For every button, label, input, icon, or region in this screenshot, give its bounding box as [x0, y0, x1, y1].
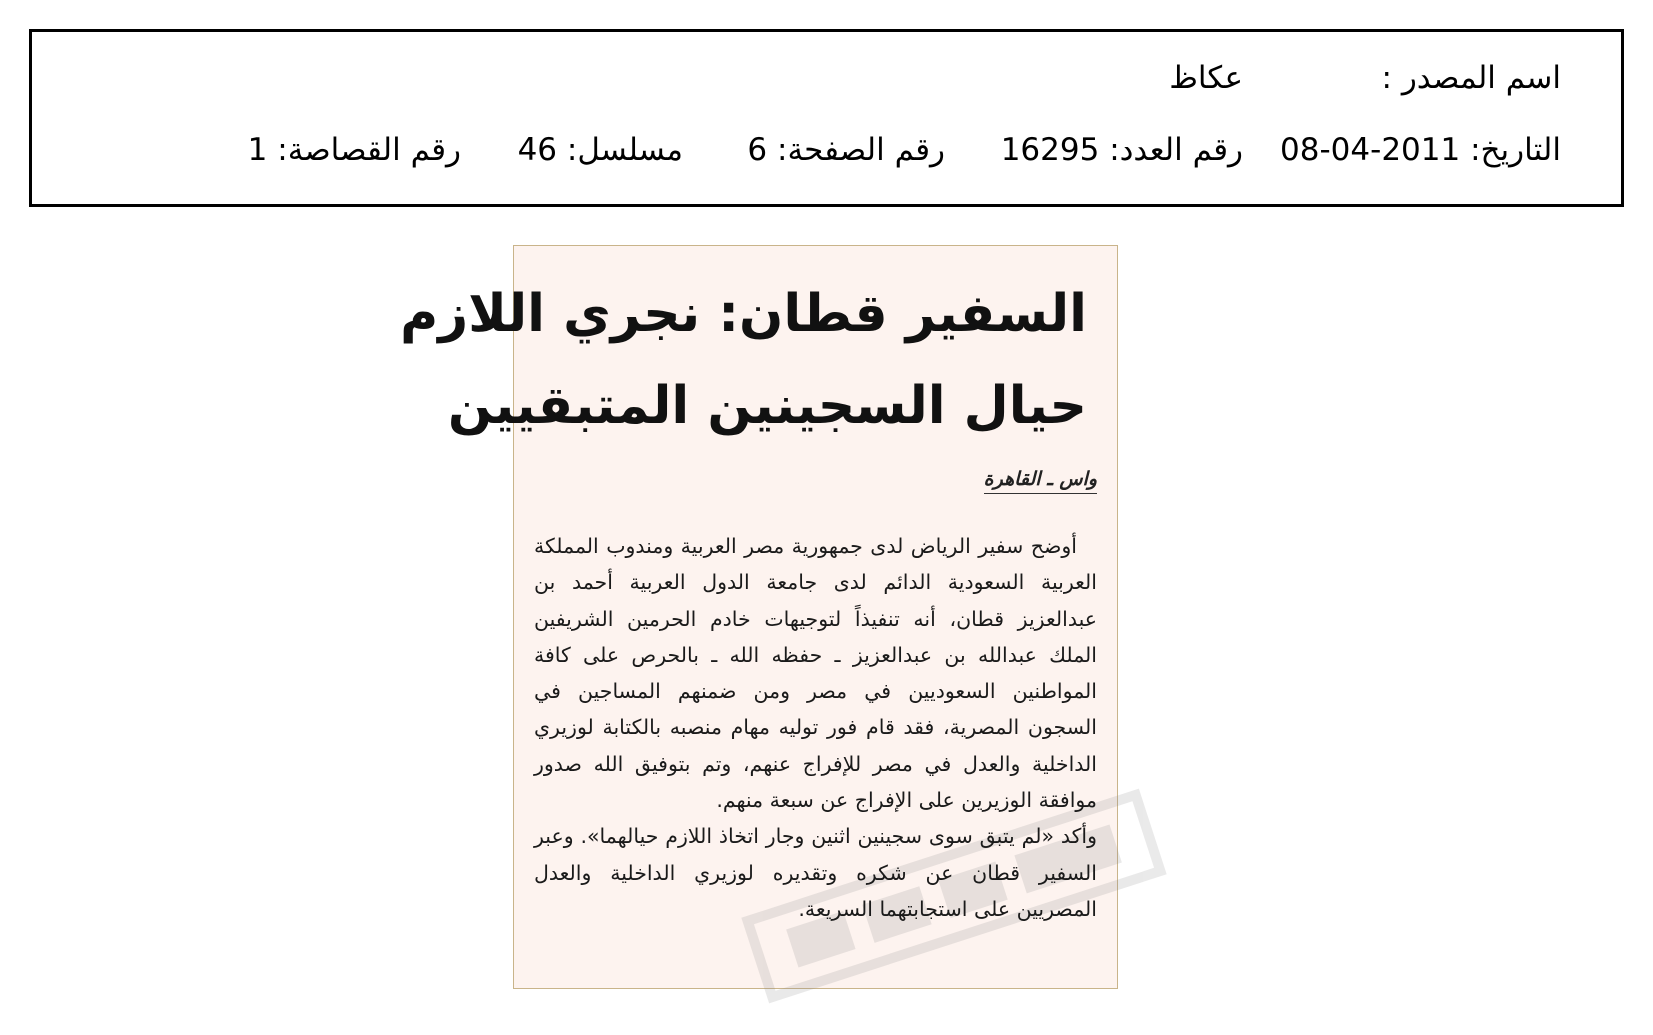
date-label: التاريخ: — [1470, 132, 1561, 168]
date-value: 2011-04-08 — [1280, 132, 1461, 168]
article-paragraph-1: أوضح سفير الرياض لدى جمهورية مصر العربية ومندوب المملكة العربية السعودية الدائم لدى جامعة الدول العربية أحمد بن عبدالعزيز قطان، أنه تنفيذاً لتوجيهات خادم الحرمين الشريفين الملك عبدالله بن عبدالعزيز ـ حفظه الله ـ بالحرص على كافة المواطنين السعوديين في مصر ومن ضمنهم المساجين في السجون المصرية، فقد قام فور توليه مهام منصبه بالكتابة لوزيري الداخلية والعدل في مصر للإفراج عنهم، وتم بتوفيق الله صدور موافقة الوزيرين على الإفراج عن سبعة منهم. — [534, 534, 1097, 813]
date-field — [1280, 128, 1561, 172]
source-label: اسم المصدر : — [1381, 60, 1561, 96]
article-paragraph-2: وأكد «لم يتبق سوى سجينين اثنين وجار اتخاذ اللازم حيالهما». وعبر السفير قطان عن شكره وتقديره لوزيري الداخلية والعدل المصريين على استجابتهما السريعة. — [534, 824, 1097, 921]
newspaper-clipping — [400, 245, 1118, 989]
source-field — [1382, 56, 1561, 100]
issue-field — [1001, 128, 1243, 172]
page-label: رقم الصفحة: — [777, 132, 945, 168]
clip-label: رقم القصاصة: — [277, 132, 461, 168]
article-byline: واس ـ القاهرة — [984, 468, 1097, 494]
headline-line-1: السفير قطان: نجري اللازم — [400, 284, 1087, 344]
serial-field — [518, 128, 683, 172]
header-row-details — [92, 128, 1561, 172]
source-value: عكاظ — [1169, 60, 1243, 96]
page-value: 6 — [747, 132, 768, 168]
article-headline — [400, 268, 1087, 452]
metadata-header-box — [29, 29, 1624, 207]
issue-label: رقم العدد: — [1109, 132, 1243, 168]
article-body — [534, 528, 1097, 927]
clip-value: 1 — [247, 132, 268, 168]
serial-label: مسلسل: — [566, 132, 683, 168]
headline-line-2: حيال السجينين المتبقيين — [447, 376, 1087, 436]
clip-field — [248, 128, 461, 172]
serial-value: 46 — [517, 132, 558, 168]
source-value-field — [1169, 56, 1243, 100]
header-row-source — [92, 56, 1561, 100]
page-field — [747, 128, 945, 172]
issue-value: 16295 — [1000, 132, 1100, 168]
